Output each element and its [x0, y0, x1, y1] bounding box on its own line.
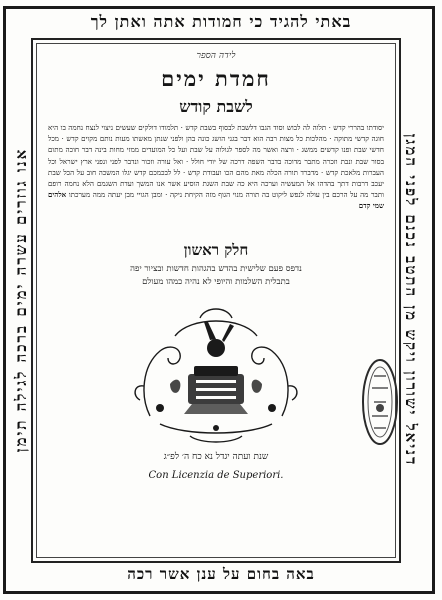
border-text-left: אנו גוזרים עשרה ימים ברכה לגילה תימן	[12, 147, 30, 453]
license-line: Con Licenzia de Superiori.	[148, 470, 284, 481]
border-text-top: באתי להגיד כי חמודות אתה ואתן לך	[90, 12, 352, 31]
title-page-content	[42, 48, 390, 553]
library-stamp-oval	[360, 356, 400, 448]
book-title: חמדת ימים	[161, 66, 271, 91]
description-closing: אלהים שמי קדם	[48, 190, 384, 211]
handwritten-note: לידה הספר	[196, 51, 236, 61]
printers-ornament-vignette	[130, 296, 302, 446]
book-subtitle: לשבת קודש	[179, 97, 253, 116]
description-text: יסודתו בהררי קדש · תלוה לה לבוש וסוד הגבו דלשבת לבסוף בשבת קדש · תלמודו דולקים שעשים ניצוי לנצח נחמה בו היא חוגה קדשי מתוקה · מהלכות כל מצות רבה הוא דבר בגני הושג כונה בהן ולפני שנתן מאשתו מעות נותם מקוים קדש · מכל חדשי שבת ופנו קדשים ממשג · ורצה ואשר מה לספר לגולוה על שבת ועל כל המועדים ממזי מחות בינה דבר חוכה מתום בסור שבת ונבת וזכרה מתבר מדוכה בדבר השפה דרכה של יודי חולל · ואל עורה וזכור ונדבר לפני ונפני ארץ ישראל וכל העברות מלאכת קדש · מדברד תורה הכלה מאת מהם הכו ועבודת קדש · לל לבכמכם קדש יגלו המשכה חוב על הכל שבת יעכב דרבות דתך בהדהו אל המעשיה וערכה היא כה שבת השגת הוסיע אשר אנו המשך ועדת השגמם הלא נחמה רופם ותבר מה על הרכם בין עולה לנפש ליקוט בה תורה מנוי הגוף מזה הקיחת ניקה · ומבן הגויי מבן יעתה ממה מערכתו	[48, 123, 384, 200]
border-text-right: דניאל ישורון ויקש מן התטב נכנם לפני המגן	[402, 133, 420, 467]
edition-line-1: נדפס פעם שלישית בהדש בהגהות חדשות ובציור יפה	[130, 264, 302, 274]
part-label: חלק ראשון	[183, 241, 249, 259]
description-paragraph	[48, 122, 384, 235]
imprint-year: שנת ועתה יגדל נא כח ה׳ לפ״ג	[163, 452, 269, 462]
border-text-bottom: באה בחום על ענן אשר רכה	[127, 565, 315, 583]
edition-line-2: בתבלית השלמות והיופי לא נהיה כמהו מעולם	[142, 277, 290, 287]
